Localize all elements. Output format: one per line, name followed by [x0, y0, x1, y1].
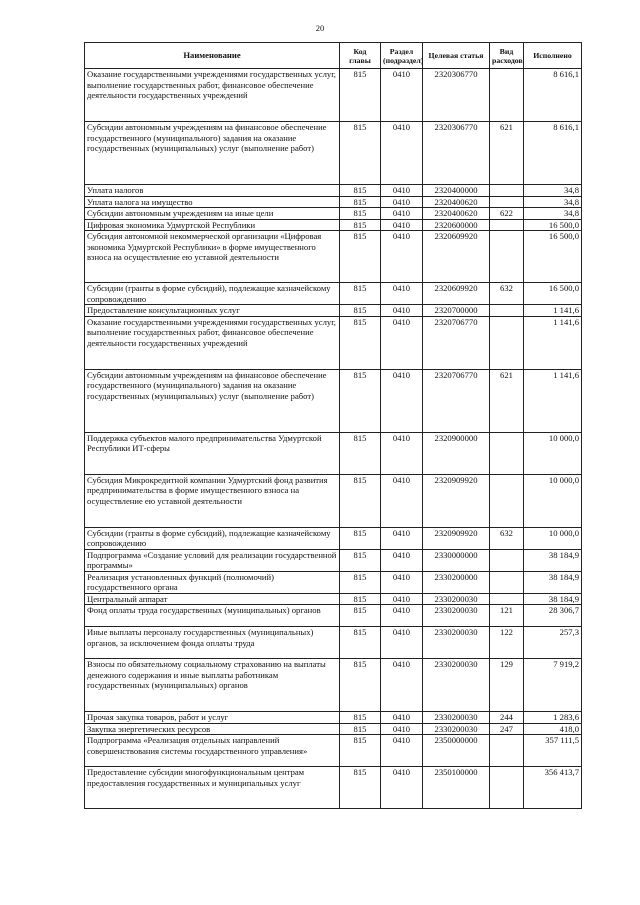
cell-type: 621 — [490, 369, 524, 432]
cell-target: 2320600000 — [423, 219, 490, 231]
cell-name: Оказание государственными учреждениями государственных услуг, выполнение государственных работ, финансовое обеспечение деятельности государственных учреждений — [85, 316, 340, 369]
cell-name: Субсидия автономной некоммерческой организации «Цифровая экономика Удмуртской Республики» в форме имущественного взноса на осуществление ею уставной деятельности — [85, 231, 340, 283]
cell-executed: 1 141,6 — [524, 316, 582, 369]
cell-section: 0410 — [381, 432, 423, 474]
cell-code: 815 — [340, 723, 381, 735]
cell-target: 2330000000 — [423, 549, 490, 571]
header-target: Целевая статья — [423, 43, 490, 69]
cell-target: 2320400000 — [423, 185, 490, 197]
table-row — [85, 549, 582, 571]
table-row — [85, 122, 582, 185]
cell-target: 2320909920 — [423, 474, 490, 527]
cell-type: 622 — [490, 208, 524, 220]
cell-executed: 8 616,1 — [524, 69, 582, 122]
cell-section: 0410 — [381, 712, 423, 724]
cell-section: 0410 — [381, 549, 423, 571]
cell-executed: 10 000,0 — [524, 527, 582, 549]
table-row — [85, 571, 582, 593]
cell-type: 122 — [490, 627, 524, 659]
header-name: Наименование — [85, 43, 340, 69]
cell-section: 0410 — [381, 231, 423, 283]
table-row — [85, 283, 582, 305]
cell-target: 2330200030 — [423, 605, 490, 627]
cell-target: 2320400620 — [423, 196, 490, 208]
cell-type — [490, 185, 524, 197]
cell-target: 2320609920 — [423, 231, 490, 283]
table-row — [85, 432, 582, 474]
cell-name: Подпрограмма «Создание условий для реализации государственной программы» — [85, 549, 340, 571]
cell-executed: 1 141,6 — [524, 369, 582, 432]
table-row — [85, 767, 582, 809]
table-row — [85, 627, 582, 659]
cell-section: 0410 — [381, 659, 423, 712]
cell-type: 621 — [490, 122, 524, 185]
cell-executed: 34,8 — [524, 185, 582, 197]
budget-table — [84, 42, 582, 809]
cell-executed: 38 184,9 — [524, 571, 582, 593]
cell-name: Подпрограмма «Реализация отдельных направлений совершенствования системы государственного управления» — [85, 735, 340, 767]
cell-code: 815 — [340, 627, 381, 659]
cell-type — [490, 316, 524, 369]
cell-name: Иные выплаты персоналу государственных (муниципальных) органов, за исключением фонда оплаты труда — [85, 627, 340, 659]
cell-name: Субсидии (гранты в форме субсидий), подлежащие казначейскому сопровождению — [85, 527, 340, 549]
cell-target: 2320306770 — [423, 122, 490, 185]
cell-type — [490, 549, 524, 571]
table-row — [85, 69, 582, 122]
cell-executed: 257,3 — [524, 627, 582, 659]
cell-target: 2320609920 — [423, 283, 490, 305]
cell-target: 2320700000 — [423, 305, 490, 317]
cell-target: 2330200030 — [423, 712, 490, 724]
cell-code: 815 — [340, 432, 381, 474]
cell-target: 2320306770 — [423, 69, 490, 122]
cell-type — [490, 767, 524, 809]
cell-section: 0410 — [381, 723, 423, 735]
cell-code: 815 — [340, 571, 381, 593]
cell-type: 244 — [490, 712, 524, 724]
cell-section: 0410 — [381, 283, 423, 305]
table-header-row — [85, 43, 582, 69]
cell-section: 0410 — [381, 122, 423, 185]
cell-executed: 16 500,0 — [524, 219, 582, 231]
cell-section: 0410 — [381, 593, 423, 605]
table-row — [85, 659, 582, 712]
table-row — [85, 369, 582, 432]
cell-target: 2320400620 — [423, 208, 490, 220]
cell-target: 2320706770 — [423, 316, 490, 369]
cell-name: Субсидии автономным учреждениям на иные цели — [85, 208, 340, 220]
table-row — [85, 219, 582, 231]
table-row — [85, 712, 582, 724]
cell-target: 2330200030 — [423, 593, 490, 605]
cell-target: 2320706770 — [423, 369, 490, 432]
cell-type — [490, 69, 524, 122]
cell-code: 815 — [340, 605, 381, 627]
cell-type — [490, 735, 524, 767]
cell-type — [490, 571, 524, 593]
cell-code: 815 — [340, 122, 381, 185]
cell-target: 2320909920 — [423, 527, 490, 549]
cell-section: 0410 — [381, 571, 423, 593]
cell-section: 0410 — [381, 527, 423, 549]
table-row — [85, 527, 582, 549]
cell-target: 2350100000 — [423, 767, 490, 809]
cell-name: Цифровая экономика Удмуртской Республики — [85, 219, 340, 231]
table-row — [85, 185, 582, 197]
cell-name: Уплата налога на имущество — [85, 196, 340, 208]
table-row — [85, 735, 582, 767]
cell-type — [490, 231, 524, 283]
header-code: Код главы — [340, 43, 381, 69]
cell-section: 0410 — [381, 605, 423, 627]
cell-name: Предоставление субсидии многофункциональным центрам предоставления государственных и муниципальных услуг — [85, 767, 340, 809]
cell-type: 247 — [490, 723, 524, 735]
cell-section: 0410 — [381, 474, 423, 527]
cell-section: 0410 — [381, 305, 423, 317]
cell-target: 2330200030 — [423, 723, 490, 735]
cell-section: 0410 — [381, 767, 423, 809]
header-executed: Исполнено — [524, 43, 582, 69]
cell-type: 121 — [490, 605, 524, 627]
cell-code: 815 — [340, 185, 381, 197]
table-row — [85, 208, 582, 220]
cell-target: 2330200000 — [423, 571, 490, 593]
cell-target: 2350000000 — [423, 735, 490, 767]
cell-type: 632 — [490, 283, 524, 305]
cell-target: 2330200030 — [423, 627, 490, 659]
cell-type — [490, 305, 524, 317]
table-row — [85, 231, 582, 283]
table-row — [85, 593, 582, 605]
cell-name: Субсидии автономным учреждениям на финансовое обеспечение государственного (муниципального) задания на оказание государственных (муниципальных) услуг (выполнение работ) — [85, 122, 340, 185]
table-body — [85, 69, 582, 809]
cell-name: Закупка энергетических ресурсов — [85, 723, 340, 735]
cell-code: 815 — [340, 527, 381, 549]
page-number: 20 — [315, 23, 325, 33]
cell-section: 0410 — [381, 735, 423, 767]
cell-type — [490, 474, 524, 527]
header-type: Вид расходов — [490, 43, 524, 69]
cell-section: 0410 — [381, 369, 423, 432]
cell-section: 0410 — [381, 69, 423, 122]
cell-name: Субсидия Микрокредитной компании Удмуртский фонд развития предпринимательства в форме имущественного взноса на осуществление ею уставной деятельности — [85, 474, 340, 527]
cell-section: 0410 — [381, 196, 423, 208]
cell-code: 815 — [340, 316, 381, 369]
cell-executed: 34,8 — [524, 208, 582, 220]
table-row — [85, 196, 582, 208]
cell-name: Уплата налогов — [85, 185, 340, 197]
cell-section: 0410 — [381, 627, 423, 659]
cell-type — [490, 593, 524, 605]
cell-name: Взносы по обязательному социальному страхованию на выплаты денежного содержания и иные выплаты работникам государственных (муниципальных) органов — [85, 659, 340, 712]
cell-section: 0410 — [381, 185, 423, 197]
cell-executed: 8 616,1 — [524, 122, 582, 185]
cell-name: Центральный аппарат — [85, 593, 340, 605]
table-row — [85, 474, 582, 527]
cell-code: 815 — [340, 735, 381, 767]
header-section: Раздел (подраздел) — [381, 43, 423, 69]
cell-name: Фонд оплаты труда государственных (муниципальных) органов — [85, 605, 340, 627]
cell-executed: 1 141,6 — [524, 305, 582, 317]
cell-name: Субсидии (гранты в форме субсидий), подлежащие казначейскому сопровождению — [85, 283, 340, 305]
table-row — [85, 723, 582, 735]
cell-name: Предоставление консультационных услуг — [85, 305, 340, 317]
cell-code: 815 — [340, 712, 381, 724]
cell-name: Поддержка субъектов малого предпринимательства Удмуртской Республики ИТ-сферы — [85, 432, 340, 474]
cell-code: 815 — [340, 767, 381, 809]
cell-executed: 16 500,0 — [524, 231, 582, 283]
cell-code: 815 — [340, 69, 381, 122]
cell-target: 2330200030 — [423, 659, 490, 712]
cell-code: 815 — [340, 208, 381, 220]
cell-name: Реализация установленных функций (полномочий) государственного органа — [85, 571, 340, 593]
cell-executed: 28 306,7 — [524, 605, 582, 627]
cell-executed: 357 111,5 — [524, 735, 582, 767]
cell-code: 815 — [340, 305, 381, 317]
cell-code: 815 — [340, 219, 381, 231]
cell-code: 815 — [340, 369, 381, 432]
cell-code: 815 — [340, 231, 381, 283]
table-row — [85, 316, 582, 369]
cell-type — [490, 432, 524, 474]
cell-name: Оказание государственными учреждениями государственных услуг, выполнение государственных работ, финансовое обеспечение деятельности государственных учреждений — [85, 69, 340, 122]
cell-executed: 1 283,6 — [524, 712, 582, 724]
cell-code: 815 — [340, 474, 381, 527]
cell-type: 632 — [490, 527, 524, 549]
cell-section: 0410 — [381, 316, 423, 369]
cell-type — [490, 219, 524, 231]
cell-executed: 356 413,7 — [524, 767, 582, 809]
table-row — [85, 605, 582, 627]
cell-name: Субсидии автономным учреждениям на финансовое обеспечение государственного (муниципального) задания на оказание государственных (муниципальных) услуг (выполнение работ) — [85, 369, 340, 432]
cell-executed: 38 184,9 — [524, 549, 582, 571]
cell-type — [490, 196, 524, 208]
cell-executed: 34,8 — [524, 196, 582, 208]
table-row — [85, 305, 582, 317]
cell-code: 815 — [340, 196, 381, 208]
cell-code: 815 — [340, 549, 381, 571]
cell-section: 0410 — [381, 219, 423, 231]
cell-section: 0410 — [381, 208, 423, 220]
cell-name: Прочая закупка товаров, работ и услуг — [85, 712, 340, 724]
cell-executed: 10 000,0 — [524, 432, 582, 474]
cell-code: 815 — [340, 593, 381, 605]
cell-executed: 38 184,9 — [524, 593, 582, 605]
cell-executed: 418,0 — [524, 723, 582, 735]
cell-type: 129 — [490, 659, 524, 712]
cell-executed: 7 919,2 — [524, 659, 582, 712]
cell-code: 815 — [340, 283, 381, 305]
cell-executed: 10 000,0 — [524, 474, 582, 527]
cell-target: 2320900000 — [423, 432, 490, 474]
cell-executed: 16 500,0 — [524, 283, 582, 305]
cell-code: 815 — [340, 659, 381, 712]
